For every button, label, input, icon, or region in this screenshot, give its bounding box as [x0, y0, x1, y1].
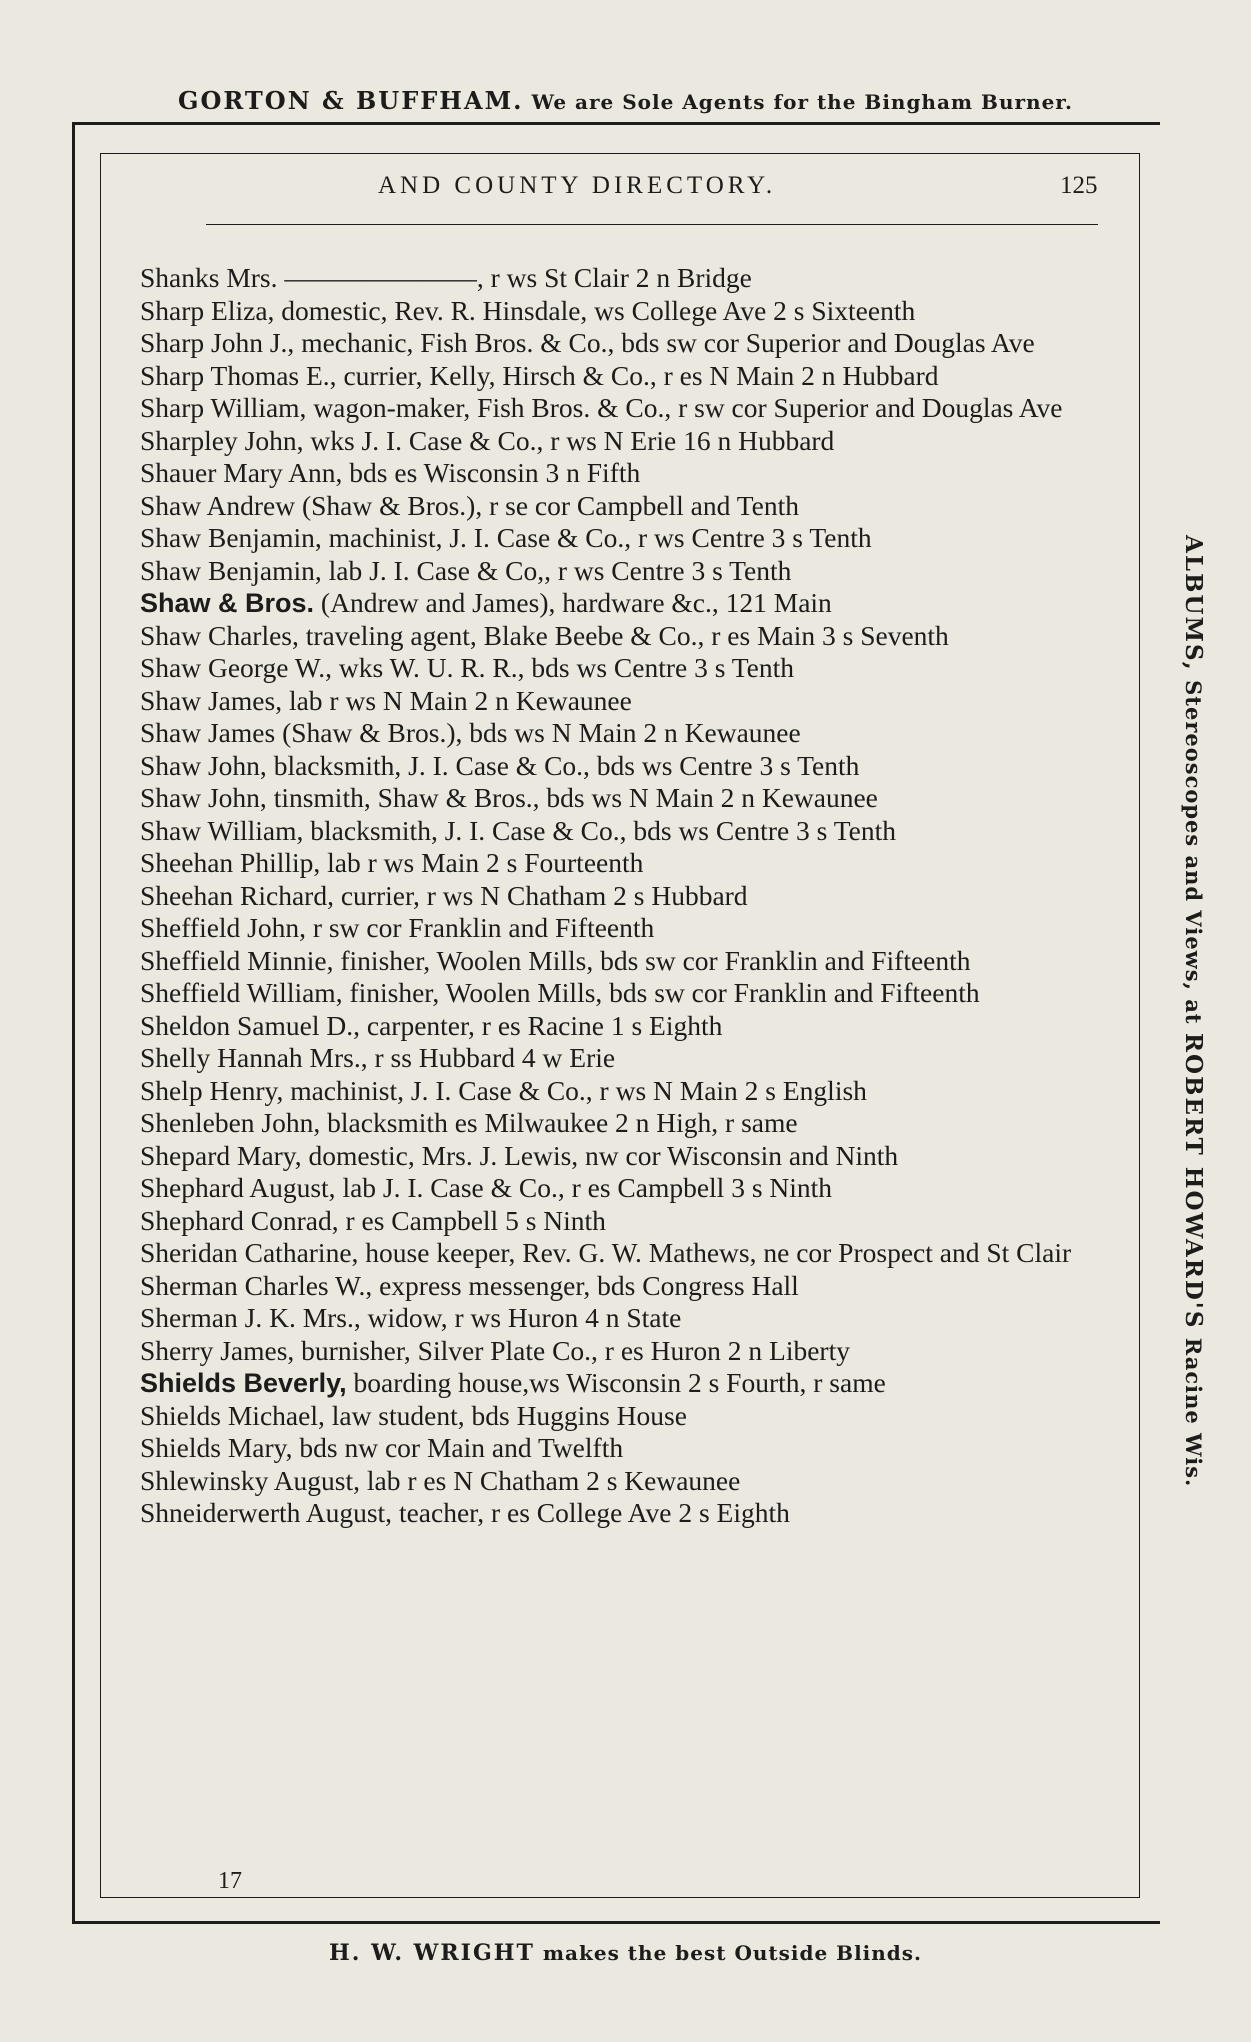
entry-name: Shaw John, [140, 749, 267, 781]
entry-details: tinsmith, Shaw & Bros., bds ws N Main 2 n Kewaunee [266, 782, 878, 813]
bottom-advert-firm: H. W. WRIGHT [328, 1940, 535, 1966]
entry-name: Shaw George W., [140, 652, 332, 683]
entry-name: Sherry James, [140, 1334, 295, 1366]
directory-entry [140, 652, 1100, 685]
directory-entry [140, 750, 1100, 783]
directory-entry [140, 717, 1100, 750]
directory-entry [140, 392, 1100, 425]
entry-details: wagon-maker, Fish Bros. & Co., r sw cor Superior and Douglas Ave [306, 392, 1063, 423]
directory-entry [140, 1367, 1100, 1400]
header-rule [206, 224, 1098, 225]
side-advert-firm: ROBERT HOWARD'S [1180, 1032, 1207, 1330]
entry-details: currier, r ws N Chatham 2 s Hubbard [333, 879, 748, 911]
directory-entry [140, 1205, 1100, 1238]
directory-entry [140, 685, 1100, 718]
entry-details: house keeper, Rev. G. W. Mathews, ne cor Prospect and St Clair [358, 1237, 1072, 1268]
entry-details: bds es Wisconsin 3 n Fifth [342, 457, 641, 488]
entry-details: ———————, r ws St Clair 2 n Bridge [277, 262, 752, 293]
entry-name: Shaw Benjamin, [140, 554, 322, 586]
entry-details: express messenger, bds Congress Hall [372, 1269, 799, 1301]
entry-name: Sharpley John, [140, 424, 304, 456]
entry-name: Shaw John, [140, 782, 267, 813]
side-advert-middle: Stereoscopes and Views, at [1181, 680, 1206, 1025]
directory-entry [140, 262, 1100, 295]
entry-details: wks W. U. R. R., bds ws Centre 3 s Tenth [331, 652, 795, 683]
directory-entry [140, 457, 1100, 490]
directory-entry [140, 522, 1100, 555]
entry-name: Shaw James, [140, 684, 283, 716]
entry-name: Sherman Charles W., [140, 1269, 373, 1301]
entry-details: carpenter, r es Racine 1 s Eighth [360, 1009, 723, 1041]
entry-details: blacksmith es Milwaukee 2 n High, r same [320, 1107, 798, 1138]
entry-details: r ss Hubbard 4 w Erie [367, 1042, 616, 1073]
directory-entry [140, 1400, 1100, 1433]
entry-name: Sheffield William, [140, 977, 343, 1008]
directory-entry [140, 1270, 1100, 1303]
entry-name: Shaw Benjamin, [140, 522, 322, 553]
directory-entry [140, 360, 1100, 393]
entry-details: law student, bds Huggins House [324, 1399, 687, 1431]
entry-name: Shelp Henry, [140, 1074, 284, 1106]
entry-name: Shelly Hannah Mrs., [140, 1042, 368, 1073]
entry-name: Shields Michael, [140, 1399, 325, 1431]
directory-entry [140, 327, 1100, 360]
directory-entry [140, 1465, 1100, 1498]
directory-entries [140, 262, 1100, 1530]
entry-details: r sw cor Franklin and Fifteenth [306, 912, 655, 943]
directory-entry [140, 815, 1100, 848]
entry-name: Shaw James [140, 717, 276, 748]
entry-name: Sheffield John, [140, 912, 307, 943]
directory-entry [140, 1172, 1100, 1205]
entry-name: Sherman J. K. Mrs., [140, 1302, 361, 1333]
entry-details: lab J. I. Case & Co., r es Campbell 3 s Ninth [335, 1172, 833, 1203]
directory-entry [140, 1010, 1100, 1043]
directory-entry [140, 490, 1100, 523]
entry-name: Sheldon Samuel D., [140, 1009, 360, 1041]
directory-entry [140, 555, 1100, 588]
directory-entry [140, 977, 1100, 1010]
directory-entry [140, 1140, 1100, 1173]
entry-name: Shields Mary, [140, 1432, 293, 1463]
entry-name: Sharp William, [140, 392, 307, 423]
side-advert-lead: ALBUMS, [1180, 535, 1207, 672]
entry-name: Shaw Charles, [140, 619, 299, 651]
top-advert-text: We are Sole Agents for the Bingham Burner. [531, 90, 1073, 114]
directory-entry [140, 782, 1100, 815]
running-title: AND COUNTY DIRECTORY. [378, 172, 777, 199]
entry-name: Shaw Andrew [140, 489, 296, 521]
entry-details: (Shaw & Bros.), bds ws N Main 2 n Kewaunee [275, 717, 801, 748]
entry-name: Shephard Conrad, [140, 1204, 339, 1236]
entry-name: Sheridan Catharine, [140, 1237, 359, 1268]
directory-entry [140, 880, 1100, 913]
entry-details: boarding house,ws Wisconsin 2 s Fourth, r same [346, 1367, 886, 1398]
entry-name: Shneiderwerth August, [140, 1497, 393, 1528]
bottom-advertisement [0, 1940, 1251, 1966]
directory-entry [140, 1302, 1100, 1335]
directory-entry [140, 1042, 1100, 1075]
entry-details: finisher, Woolen Mills, bds sw cor Franklin and Fifteenth [342, 977, 980, 1008]
entry-details: lab J. I. Case & Co,, r ws Centre 3 s Tenth [321, 554, 792, 586]
directory-entry [140, 620, 1100, 653]
directory-entry [140, 1432, 1100, 1465]
entry-name: Shanks Mrs. [140, 262, 278, 293]
entry-name: Shlewinsky August, [140, 1464, 361, 1496]
page-number: 125 [1060, 172, 1098, 199]
entry-name: Sharp Eliza, [140, 294, 275, 326]
entry-details: lab r ws Main 2 s Fourteenth [320, 847, 644, 878]
entry-name: Shauer Mary Ann, [140, 457, 343, 488]
entry-details: machinist, J. I. Case & Co., r ws N Main 2 s English [283, 1074, 867, 1106]
entry-details: blacksmith, J. I. Case & Co., bds ws Centre 3 s Tenth [303, 814, 896, 846]
directory-entry [140, 847, 1100, 880]
directory-entry [140, 425, 1100, 458]
directory-entry [140, 1075, 1100, 1108]
entry-name: Shaw & Bros. [140, 588, 315, 618]
bottom-advert-text: makes the best Outside Blinds. [542, 1941, 923, 1965]
entry-details: mechanic, Fish Bros. & Co., bds sw cor Superior and Douglas Ave [294, 327, 1035, 358]
entry-name: Shenleben John, [140, 1107, 321, 1138]
entry-details: domestic, Mrs. J. Lewis, nw cor Wisconsin and Ninth [301, 1139, 899, 1171]
entry-details: lab r ws N Main 2 n Kewaunee [282, 684, 632, 716]
entry-details: domestic, Rev. R. Hinsdale, ws College Ave 2 s Sixteenth [274, 294, 916, 326]
directory-entry [140, 945, 1100, 978]
entry-name: Sharp John J., [140, 327, 295, 358]
directory-entry [140, 1335, 1100, 1368]
entry-details: bds nw cor Main and Twelfth [292, 1432, 624, 1463]
entry-details: wks J. I. Case & Co., r ws N Erie 16 n Hubbard [303, 424, 835, 456]
entry-name: Sheffield Minnie, [140, 944, 334, 976]
entry-details: blacksmith, J. I. Case & Co., bds ws Centre 3 s Tenth [266, 749, 860, 781]
directory-entry [140, 1107, 1100, 1140]
signature-mark: 17 [218, 1868, 242, 1894]
entry-name: Shaw William, [140, 814, 304, 846]
entry-details: r es Campbell 5 s Ninth [338, 1204, 606, 1236]
entry-details: burnisher, Silver Plate Co., r es Huron 2 n Liberty [294, 1334, 850, 1366]
entry-name: Sharp Thomas E., [140, 359, 337, 391]
entry-name: Sheehan Phillip, [140, 847, 321, 878]
side-advert-tail: Racine Wis. [1181, 1337, 1206, 1488]
directory-entry [140, 1497, 1100, 1530]
entry-details: lab r es N Chatham 2 s Kewaunee [360, 1464, 741, 1496]
entry-details: (Shaw & Bros.), r se cor Campbell and Tenth [295, 489, 799, 521]
top-advertisement [0, 86, 1251, 115]
directory-entry [140, 1237, 1100, 1270]
entry-details: traveling agent, Blake Beebe & Co., r es Main 3 s Seventh [298, 619, 949, 651]
entry-name: Shepard Mary, [140, 1139, 302, 1171]
entry-details: machinist, J. I. Case & Co., r ws Centre 3 s Tenth [321, 522, 872, 553]
entry-details: currier, Kelly, Hirsch & Co., r es N Main 2 n Hubbard [336, 359, 939, 391]
entry-details: widow, r ws Huron 4 n State [360, 1302, 682, 1333]
entry-details: (Andrew and James), hardware &c., 121 Main [314, 587, 832, 618]
entry-name: Shephard August, [140, 1172, 336, 1203]
entry-details: teacher, r es College Ave 2 s Eighth [392, 1497, 790, 1528]
entry-name: Shields Beverly, [140, 1368, 347, 1398]
entry-details: finisher, Woolen Mills, bds sw cor Franklin and Fifteenth [333, 944, 971, 976]
directory-entry [140, 587, 1100, 620]
entry-name: Sheehan Richard, [140, 879, 334, 911]
top-advert-firm: GORTON & BUFFHAM. [178, 86, 524, 115]
directory-entry [140, 912, 1100, 945]
directory-entry [140, 295, 1100, 328]
